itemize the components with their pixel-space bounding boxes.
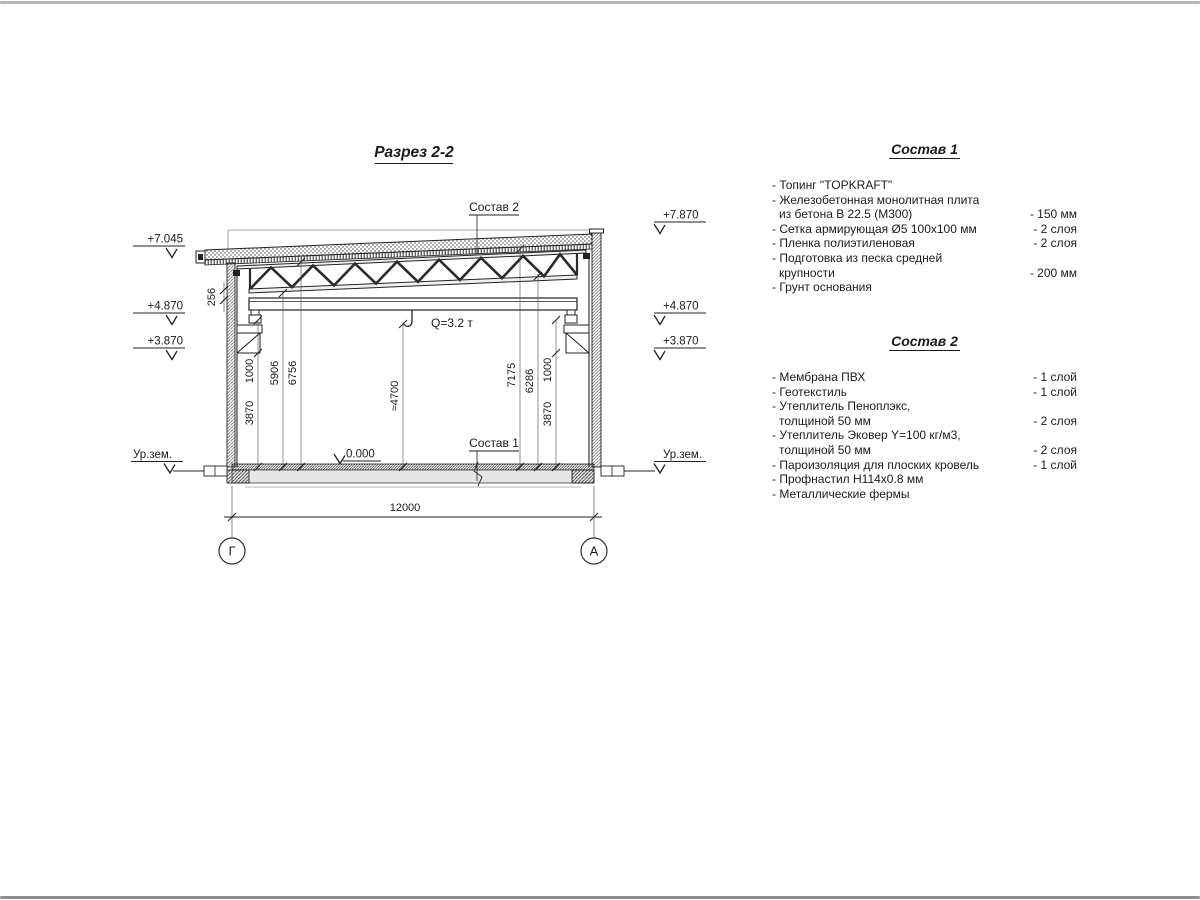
elevation-arrow-icon	[654, 315, 665, 325]
spec-sostav-1	[772, 141, 1077, 295]
spec2-item-vapor: - Пароизоляция для плоских кровель - 1 слой	[772, 457, 1077, 472]
dim-right-7175: 7175	[506, 362, 518, 388]
svg-text:+7.045: +7.045	[147, 233, 183, 246]
spec2-item-membrane: - Мембрана ПВХ - 1 слой	[772, 370, 1077, 384]
crane-beam	[249, 298, 577, 323]
ground-level-right	[601, 466, 655, 476]
elevation-mark-left-7045	[133, 234, 185, 258]
dimension-span	[224, 486, 602, 538]
svg-text:+4.870: +4.870	[663, 300, 699, 313]
dim-left-3870: 3870	[244, 400, 256, 426]
spec2-item-ecover: - Утеплитель Эковер Y=100 кг/м3, толщиной 50 мм - 2 слоя	[772, 428, 1077, 457]
dim-right-3870: 3870	[542, 401, 554, 427]
svg-text:+7.870: +7.870	[663, 209, 699, 222]
ground-mark-right	[654, 449, 706, 473]
svg-text:Состав 2: Состав 2	[469, 200, 519, 214]
spec1-item-slab: - Железобетонная монолитная плита из бетона В 22.5 (М300) - 150 мм	[772, 192, 1077, 222]
dim-gap-256: 256	[206, 287, 218, 307]
elevation-arrow-icon	[654, 464, 665, 474]
elevation-arrow-icon	[164, 464, 175, 474]
right-parapet-wall	[590, 229, 604, 467]
foundation-right	[572, 470, 594, 483]
left-wall	[227, 263, 235, 467]
spec1-item-film: - Пленка полиэтиленовая - 2 слоя	[772, 236, 1077, 251]
crane-hook-icon	[404, 310, 412, 326]
zero-level-mark	[334, 449, 381, 464]
axis-label-a: А	[589, 543, 599, 559]
elevation-arrow-icon	[166, 248, 177, 258]
dim-left-1000: 1000	[244, 358, 256, 384]
elevation-arrow-icon	[166, 350, 177, 360]
elevation-arrow-icon	[166, 315, 177, 325]
ground-mark-left	[131, 449, 183, 473]
spec1-item-toping: - Топинг "TOPKRAFT"	[772, 178, 893, 192]
dim-right-1000: 1000	[542, 357, 554, 383]
dim-span-12000: 12000	[389, 502, 421, 514]
elevation-arrow-icon	[654, 224, 665, 234]
axis-label-g: Г	[228, 543, 236, 559]
spec1-item-sand: - Подготовка из песка средней крупности - 200 мм	[772, 250, 1077, 280]
dim-left-6756: 6756	[287, 360, 299, 386]
svg-text:Состав 1: Состав 1	[469, 436, 519, 450]
svg-text:+3.870: +3.870	[147, 335, 183, 348]
elevation-mark-left-4870	[133, 301, 185, 325]
dim-right-6286: 6286	[524, 368, 536, 394]
spec2-title: Состав 2	[891, 333, 958, 349]
elevation-mark-left-3870	[133, 336, 185, 360]
spec1-item-soil: - Грунт основания	[772, 280, 872, 295]
spec2-item-penoplex: - Утеплитель Пеноплэкс, толщиной 50 мм - 2 слоя	[772, 399, 1077, 428]
spec2-item-geotextile: - Геотекстиль - 1 слой	[772, 384, 1077, 399]
section-drawing	[0, 0, 760, 600]
window-bottom-edge	[0, 896, 1200, 899]
drawing-title: Разрез 2-2	[374, 144, 454, 161]
spec1-title: Состав 1	[891, 141, 958, 157]
svg-text:Ур.зем.: Ур.зем.	[663, 449, 703, 461]
right-column	[564, 253, 589, 467]
dim-center-4700: ≈4700	[389, 380, 401, 412]
axis-bubble-left	[219, 538, 245, 564]
svg-text:Ур.зем.: Ур.зем.	[132, 449, 172, 461]
spec1-item-mesh: - Сетка армирующая Ø5 100х100 мм - 2 слоя	[772, 221, 1077, 236]
spec2-item-trusses: - Металлические фермы	[772, 486, 910, 501]
elevation-arrow-icon	[334, 454, 345, 464]
ground-level-left	[173, 466, 227, 476]
axis-bubble-right	[581, 538, 607, 564]
crane-capacity-label: Q=3.2 т	[431, 316, 473, 330]
dim-left-5906: 5906	[269, 360, 281, 386]
foundation-left	[227, 470, 249, 483]
svg-text:+4.870: +4.870	[147, 300, 183, 313]
spec2-item-profsheet: - Профнастил Н114х0.8 мм	[772, 472, 924, 487]
svg-text:0.000: 0.000	[346, 448, 375, 461]
svg-text:+3.870: +3.870	[663, 335, 699, 348]
spec-sostav-2	[772, 333, 1077, 501]
elevation-mark-right-4870	[654, 301, 706, 325]
elevation-mark-right-7870	[654, 210, 706, 234]
elevation-mark-right-3870	[654, 336, 706, 360]
elevation-arrow-icon	[654, 350, 665, 360]
